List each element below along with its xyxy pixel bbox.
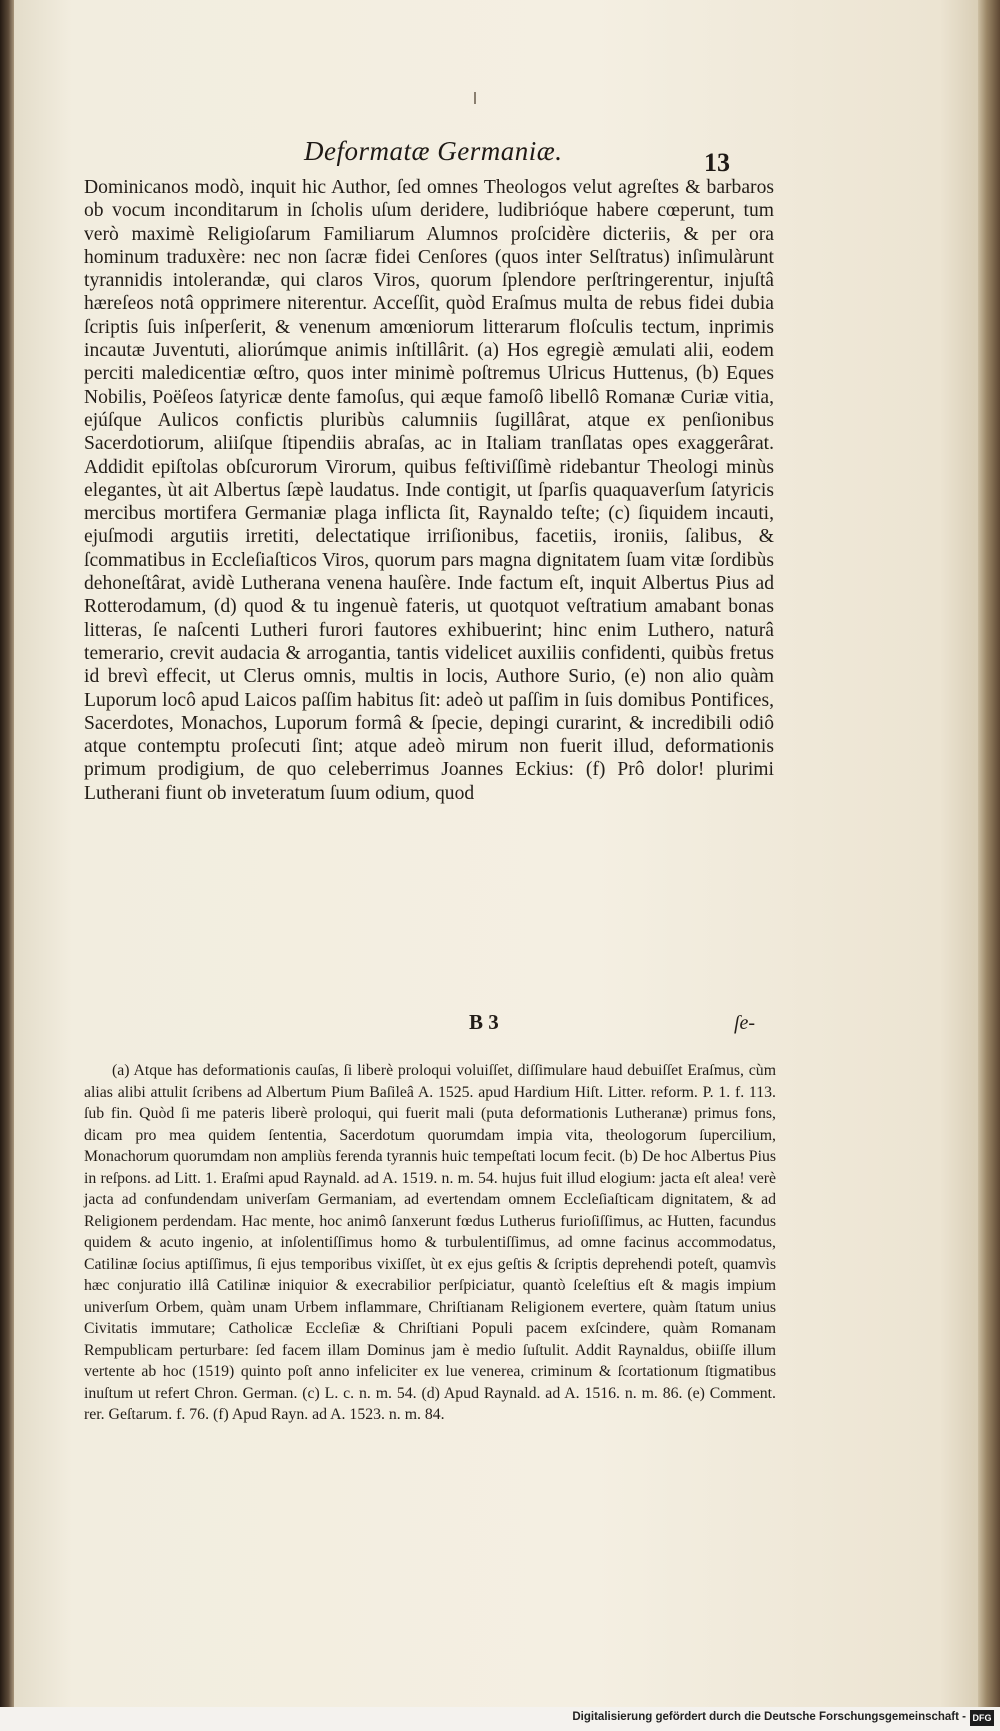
running-head: Deformatæ Germaniæ. bbox=[304, 136, 563, 166]
main-paragraph: Dominicanos modò, inquit hic Author, ſed omnes Theologos velut agreſtes & barbaros ob vocum inconditarum in ſcholis uſum deridere, ludibrióque habere cœperunt, tum verò maximè Religioſarum Familiarum Alumnos proſcidère dicteriis, & per ora hominum traduxère: nec non ſacræ fidei Cenſores (quos inter Selſtratus) inſimulàrunt tyrannidis intolerandæ, qui claros Viros, quorum ſplendore perſtringerentur, injuſtâ hæreſeos notâ opprimere niterentur. Acceſſit, quòd Eraſmus multa de rebus fidei dubia ſcriptis ſuis inſperſerit, & venenum amœniorum litterarum floſculis tectum, inprimis incautæ Juventuti, aliorúmque animis inſtillârit. (a) Hos egregiè æmulati alii, eodem perciti maledicentiæ œſtro, quos inter minimè poſtremus Ulricus Huttenus, (b) Eques Nobilis, Poëſeos ſatyricæ dente famoſus, qui æque famoſô libellô Romanæ Curiæ vitia, ejúſque Aulicos confictis pluribùs calumniis ſugillârat, atque ex penſionibus Sacerdotiorum, aliiſque ſtipendiis abraſas, ac in Italiam tranſlatas opes exaggerârat. Addidit epiſtolas obſcurorum Virorum, quibus feſtiviſſimè ridebantur Theologi minùs elegantes, ùt ait Albertus ſæpè laudatus. Inde contigit, ut ſparſis quaquaverſum ſatyricis mercibus mortifera Germaniæ plaga inflicta ſit, Raynaldo teſte; (c) ſiquidem incauti, ejuſmodi argutiis irretiti, delectatique irriſionibus, facetiis, ironiis, ſalibus, & ſcommatibus in Eccleſiaſticos Viros, quorum pars magna dignitatem ſuam vitæ ſordibùs dehoneſtârat, avidè Lutherana venena hauſère. Inde factum eſt, inquit Albertus Pius ad Rotterodamum, (d) quod & tu ingenuè fateris, ut quotquot veſtratium amabant bonas litteras, ſe naſcenti Lutheri furori fautores exhibuerint; hinc enim Luthero, naturâ temerario, crevit audacia & arrogantia, tantis videlicet auxiliis confidenti, quibùs fretus id brevì effecit, ut Clerus omnis, multis in locis, Authore Surio, (e) non alio quàm Luporum locô apud Laicos paſſim habitus ſit: adeò ut paſſim in ſuis domibus Pontifices, Sacerdotes, Monachos, Luporum formâ & ſpecie, depingi curarint, & incredibili odiô atque contemptu proſecuti ſint; atque adeò mirum non fuerit illud, deformationis primum prodigium, de quo celeberrimus Joannes Eckius: (f) Prô dolor! plurimi Lutherani fiunt ob inveteratum ſuum odium, quod bbox=[84, 177, 774, 804]
book-gutter-left bbox=[0, 0, 14, 1731]
digitization-footer bbox=[0, 1707, 1000, 1731]
footer-credit: Digitalisierung gefördert durch die Deutsche Forschungsgemeinschaft - bbox=[572, 1711, 966, 1723]
signature-mark: B 3 bbox=[469, 1010, 499, 1034]
catchword: ſe- bbox=[734, 1012, 756, 1034]
footnotes-block bbox=[84, 1060, 776, 1426]
dfg-logo: DFG bbox=[970, 1710, 994, 1726]
book-page bbox=[14, 0, 978, 1731]
book-edge-right bbox=[978, 0, 1000, 1731]
main-text-block bbox=[84, 176, 774, 805]
page-number: 13 bbox=[704, 148, 730, 177]
page-mark bbox=[474, 92, 476, 104]
footnotes-paragraph: (a) Atque has deformationis cauſas, ſi liberè proloqui voluiſſet, diſſimulare haud debuiſſet Eraſmus, cùm alias alibi attulit ſcribens ad Albertum Pium Baſileâ A. 1525. apud Hardium Hiſt. Litter. reform. P. 1. f. 113. ſub fin. Quòd ſi me pateris liberè proloqui, qui fuerit mali (puta deformationis Lutheranæ) primus fons, dicam pro mea quidem ſententia, Sacerdotum quorumdam impia vita, theologorum ſupercilium, Monachorum quorumdam non ampliùs ferenda tyrannis huic tempeſtati locum fecit. (b) De hoc Albertus Pius in reſpons. ad Litt. 1. Eraſmi apud Raynald. ad A. 1519. n. m. 54. hujus fuit illud elogium: jacta eſt alea! verè jacta ad confundendam univerſam Germaniam, ad evertendam omnem Eccleſiaſticam dignitatem, & ad Religionem perdendam. Hac mente, hoc animô ſanxerunt fœdus Lutherus furioſiſſimus, ac Hutten, facundus quidem & acuto ingenio, at inſolentiſſimus homo & turbulentiſſimus, ad omne facinus accommodatus, Catilinæ ſocius aptiſſimus, ſi ejus temporibus vixiſſet, ùt ex ejus geſtis & ſcriptis deprehendi poteſt, quamvìs hæc conjuratio illâ Catilinæ iniquior & execrabilior perſpiciatur, quantò ſceleſtius eſt & magis impium univerſum Orbem, quàm unam Urbem inflammare, Chriſtianam Religionem evertere, quàm ſtatum unius Civitatis immutare; Catholicæ Eccleſiæ & Chriſtiani Populi pacem exſcindere, quàm Romanam Rempublicam perturbare: ſed facem illam Dominus jam è medio ſuſtulit. Addit Raynaldus, obiiſſe illum vertente ab hoc (1519) quinto poſt anno infeliciter ex lue venerea, criminum & ſcortationum ſtigmatibus inuſtum ut refert Chron. German. (c) L. c. n. m. 54. (d) Apud Raynald. ad A. 1516. n. m. 86. (e) Comment. rer. Geſtarum. f. 76. (f) Apud Rayn. ad A. 1523. n. m. 84. bbox=[84, 1062, 776, 1423]
